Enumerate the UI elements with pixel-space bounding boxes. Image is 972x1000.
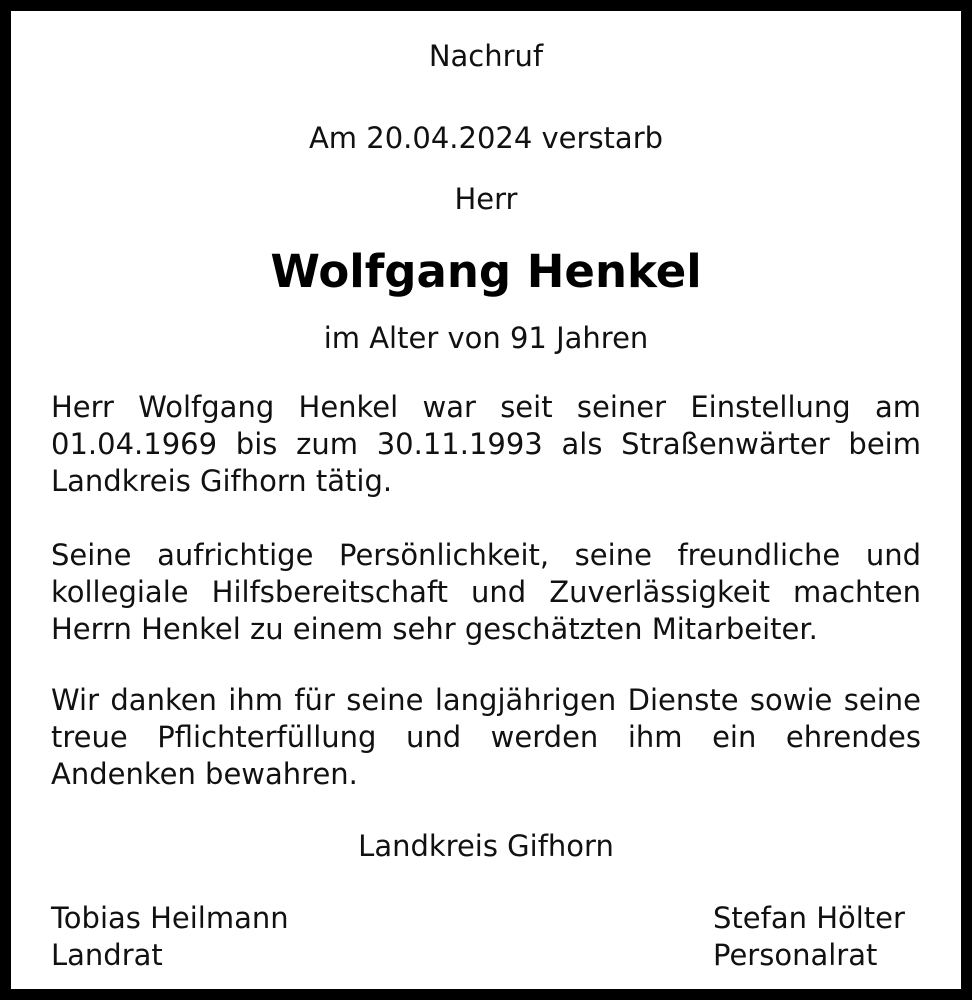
signatory-role: Personalrat xyxy=(713,938,878,972)
notice-heading: Nachruf xyxy=(428,39,544,73)
organization-name: Landkreis Gifhorn xyxy=(358,829,614,863)
signatory-name: Tobias Heilmann xyxy=(51,901,289,935)
salutation: Herr xyxy=(454,182,518,216)
paragraph-employment: Herr Wolfgang Henkel war seit seiner Einstellung am 01.04.1969 bis zum 30.11.1993 als Straßenwärter beim Landkreis Gifhorn tätig. xyxy=(51,390,921,498)
deceased-name: Wolfgang Henkel xyxy=(270,245,702,298)
paragraph-thanks: Wir danken ihm für seine langjährigen Dienste sowie seine treue Pflichterfüllung und werden ihm ein ehrendes Andenken bewahren. xyxy=(51,683,921,791)
signatory-right xyxy=(713,900,905,974)
age-line: im Alter von 91 Jahren xyxy=(323,321,649,355)
signatory-role: Landrat xyxy=(51,938,163,972)
paragraph-personality: Seine aufrichtige Persönlichkeit, seine freundliche und kollegiale Hilfsbereitschaft und Zuverlässigkeit machten Herrn Henkel zu einem sehr geschätzten Mitarbeiter. xyxy=(51,538,921,646)
signatory-name: Stefan Hölter xyxy=(713,901,905,935)
death-date-line: Am 20.04.2024 verstarb xyxy=(308,121,664,155)
signatory-left xyxy=(51,900,289,974)
